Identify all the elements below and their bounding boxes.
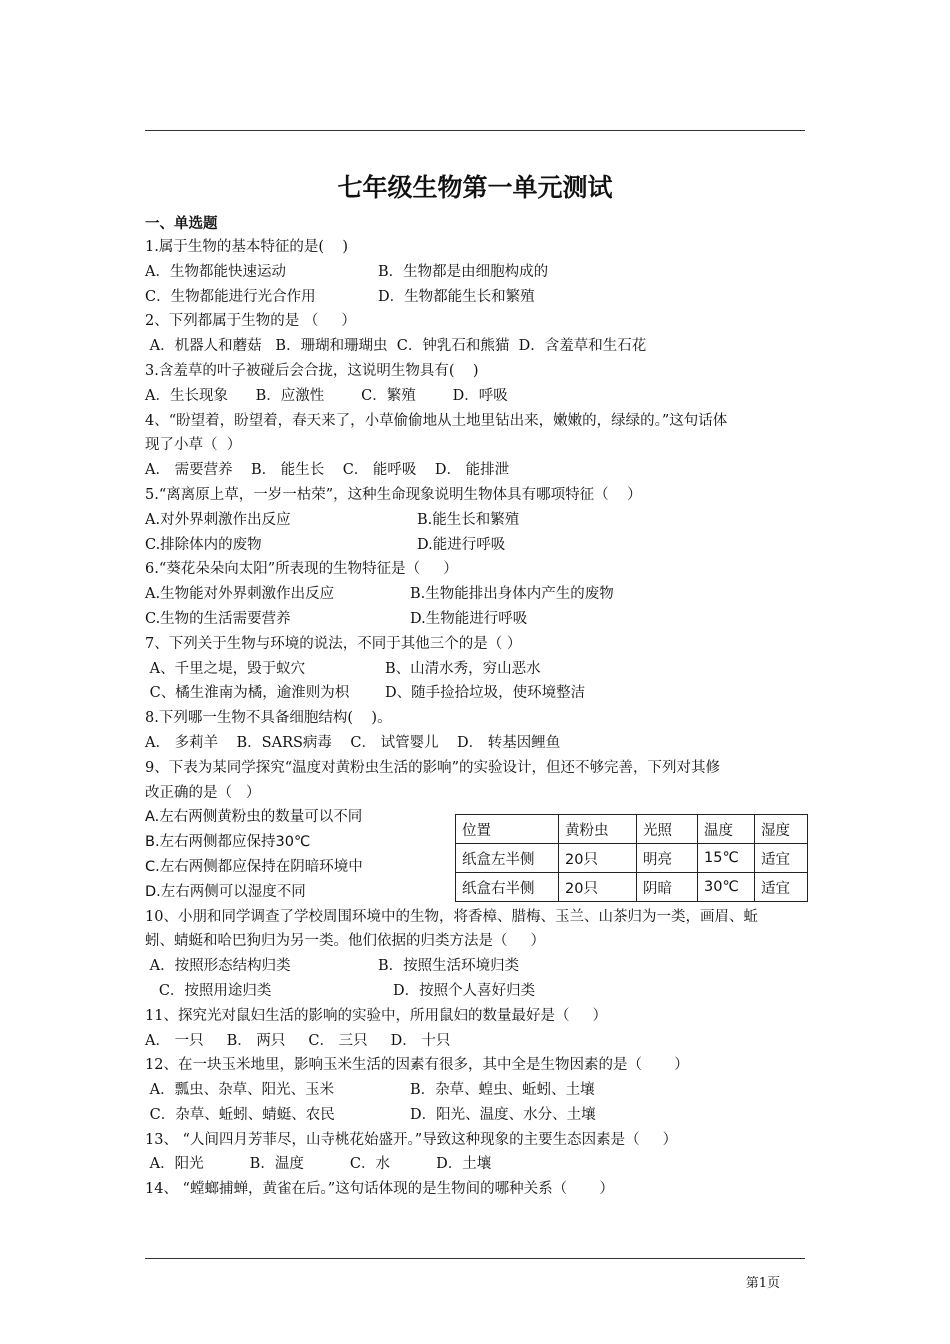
line-text: 9、下表为某同学探究“温度对黄粉虫生活的影响”的实验设计，但还不够完善，下列对其修 [145, 759, 721, 776]
experiment-table [455, 814, 808, 902]
question-line [145, 384, 810, 409]
line-text: C．按照用途归类 [145, 982, 272, 999]
line-text: 1.属于生物的基本特征的是( ) [145, 239, 349, 255]
question-line [145, 1029, 810, 1054]
question-line [145, 1053, 810, 1078]
question-line [145, 905, 810, 930]
line-text: C.排除体内的废物 [145, 536, 262, 553]
table-cell: 阴暗 [637, 873, 698, 902]
line-text: A．生物都能快速运动 [145, 263, 286, 280]
question-line [145, 334, 810, 359]
line-text: 5.“离离原上草，一岁一枯荣”，这种生命现象说明生物体具有哪项特征（ ） [145, 486, 642, 503]
line-text: 2、下列都属于生物的是 （ ） [145, 313, 356, 330]
line-option: D．生物都能生长和繁殖 [378, 288, 535, 305]
line-text: 12、在一块玉米地里，影响玉米生活的因素有很多，其中全是生物因素的是（ ） [145, 1057, 689, 1074]
line-option: B.生物能排出身体内产生的废物 [410, 586, 614, 603]
question-line [145, 1152, 810, 1177]
table-cell: 15℃ [698, 844, 755, 873]
line-option: D.生物能进行呼吸 [410, 610, 528, 627]
table-header-cell: 光照 [637, 815, 698, 844]
question-line [145, 781, 810, 806]
line-option: B、山清水秀，穷山恶水 [385, 660, 541, 677]
line-text: C．生物都能进行光合作用 [145, 288, 316, 305]
question-list [145, 235, 810, 1202]
question-line [145, 309, 810, 334]
question-line [145, 1103, 810, 1128]
line-text: A．阳光 B．温度 C．水 D．土壤 [145, 1156, 492, 1173]
question-line [145, 756, 810, 781]
line-text: 改正确的是（ ） [145, 784, 261, 801]
question-line [145, 657, 810, 682]
question-line [145, 706, 810, 731]
table-header-cell: 位置 [456, 815, 559, 844]
line-text: B.左右两侧都应保持30℃ [145, 834, 311, 851]
line-text: C．杂草、蚯蚓、蜻蜓、农民 [145, 1106, 335, 1123]
line-text: 蚓、蜻蜓和哈巴狗归为另一类。他们依据的归类方法是（ ） [145, 933, 546, 950]
line-option: D.能进行呼吸 [417, 536, 506, 553]
page-number: 第1页 [745, 1276, 780, 1291]
header-rule [145, 130, 805, 131]
line-text: A． 需要营养 B． 能生长 C． 能呼吸 D． 能排泄 [145, 462, 510, 479]
table-header-cell: 黄粉虫 [559, 815, 637, 844]
question-line [145, 508, 810, 533]
question-line [145, 582, 810, 607]
line-text: A．机器人和蘑菇 B．珊瑚和珊瑚虫 C．钟乳石和熊猫 D．含羞草和生石花 [145, 338, 647, 355]
line-option: B．生物都是由细胞构成的 [378, 263, 549, 280]
question-line [145, 409, 810, 434]
line-option: B．按照生活环境归类 [378, 958, 520, 975]
line-text: 6.“葵花朵朵向太阳”所表现的生物特征是（ ） [145, 561, 458, 578]
line-text: C.生物的生活需要营养 [145, 610, 291, 627]
line-text: A．瓢虫、杂草、阳光、玉米 [145, 1082, 335, 1099]
line-text: A．生长现象 B．应激性 C．繁殖 D．呼吸 [145, 387, 508, 404]
table-cell: 明亮 [637, 844, 698, 873]
table-cell: 20只 [559, 873, 637, 902]
question-line [145, 1128, 810, 1153]
line-text: A、千里之堤，毁于蚁穴 [145, 660, 306, 677]
question-line [145, 979, 810, 1004]
line-text: A.左右两侧黄粉虫的数量可以不同 [145, 809, 363, 826]
question-line [145, 632, 810, 657]
table-cell: 纸盒右半侧 [456, 873, 559, 902]
line-text: 13、 “人间四月芳菲尽，山寺桃花始盛开。”导致这种现象的主要生态因素是（ ） [145, 1131, 678, 1148]
line-text: A.生物能对外界刺激作出反应 [145, 586, 335, 603]
line-text: 10、小朋和同学调查了学校周围环境中的生物，将香樟、腊梅、玉兰、山茶归为一类，画眉、蚯 [145, 908, 758, 925]
question-line [145, 954, 810, 979]
line-text: 4、“盼望着，盼望着，春天来了，小草偷偷地从土地里钻出来，嫩嫩的，绿绿的。”这句话体 [145, 412, 728, 429]
table-header-row [456, 815, 808, 844]
question-line [145, 929, 810, 954]
question-line [145, 681, 810, 706]
line-text: 14、 “螳螂捕蝉，黄雀在后。”这句话体现的是生物间的哪种关系（ ） [145, 1181, 614, 1198]
question-line [145, 359, 810, 384]
line-text: A．按照形态结构归类 [145, 958, 291, 975]
line-text: 11、探究光对鼠妇生活的影响的实验中，所用鼠妇的数量最好是（ ） [145, 1007, 607, 1024]
question-line [145, 483, 810, 508]
line-text: A.对外界刺激作出反应 [145, 511, 291, 528]
question-line [145, 1078, 810, 1103]
line-option: D．按照个人喜好归类 [393, 982, 536, 999]
table-cell: 适宜 [755, 844, 808, 873]
question-line [145, 458, 810, 483]
table-row [456, 844, 808, 873]
line-option: D、随手捡拾垃圾，使环境整洁 [385, 685, 586, 702]
line-text: A． 一只 B． 两只 C． 三只 D． 十只 [145, 1032, 451, 1049]
question-line [145, 433, 810, 458]
table-cell: 30℃ [698, 873, 755, 902]
table-row [456, 873, 808, 902]
line-text: C.左右两侧都应保持在阴暗环境中 [145, 858, 363, 875]
section-heading: 一、单选题 [145, 216, 218, 232]
line-text: 3.含羞草的叶子被碰后会合拢，这说明生物具有( ) [145, 362, 479, 379]
question-line [145, 533, 810, 558]
page-title: 七年级生物第一单元测试 [337, 173, 613, 202]
question-line [145, 1004, 810, 1029]
question-line [145, 557, 810, 582]
table-header-cell: 温度 [698, 815, 755, 844]
question-line [145, 235, 810, 260]
line-text: 8.下列哪一生物不具备细胞结构( )。 [145, 710, 392, 727]
question-line [145, 731, 810, 756]
question-line [145, 285, 810, 310]
table-cell: 适宜 [755, 873, 808, 902]
line-text: C、橘生淮南为橘，逾淮则为枳 [145, 685, 350, 702]
table-cell: 纸盒左半侧 [456, 844, 559, 873]
question-line [145, 260, 810, 285]
footer-rule [145, 1258, 805, 1259]
line-text: A． 多莉羊 B．SARS病毒 C． 试管婴儿 D． 转基因鲤鱼 [145, 734, 561, 751]
line-text: D.左右两侧可以湿度不同 [145, 883, 306, 900]
question-line [145, 607, 810, 632]
table-cell: 20只 [559, 844, 637, 873]
question-line [145, 1177, 810, 1202]
table-header-cell: 湿度 [755, 815, 808, 844]
line-text: 7、下列关于生物与环境的说法，不同于其他三个的是（ ） [145, 635, 522, 652]
line-text: 现了小草（ ） [145, 437, 242, 454]
line-option: D．阳光、温度、水分、土壤 [410, 1106, 596, 1123]
line-option: B.能生长和繁殖 [417, 511, 520, 528]
line-option: B．杂草、蝗虫、蚯蚓、土壤 [410, 1082, 595, 1099]
